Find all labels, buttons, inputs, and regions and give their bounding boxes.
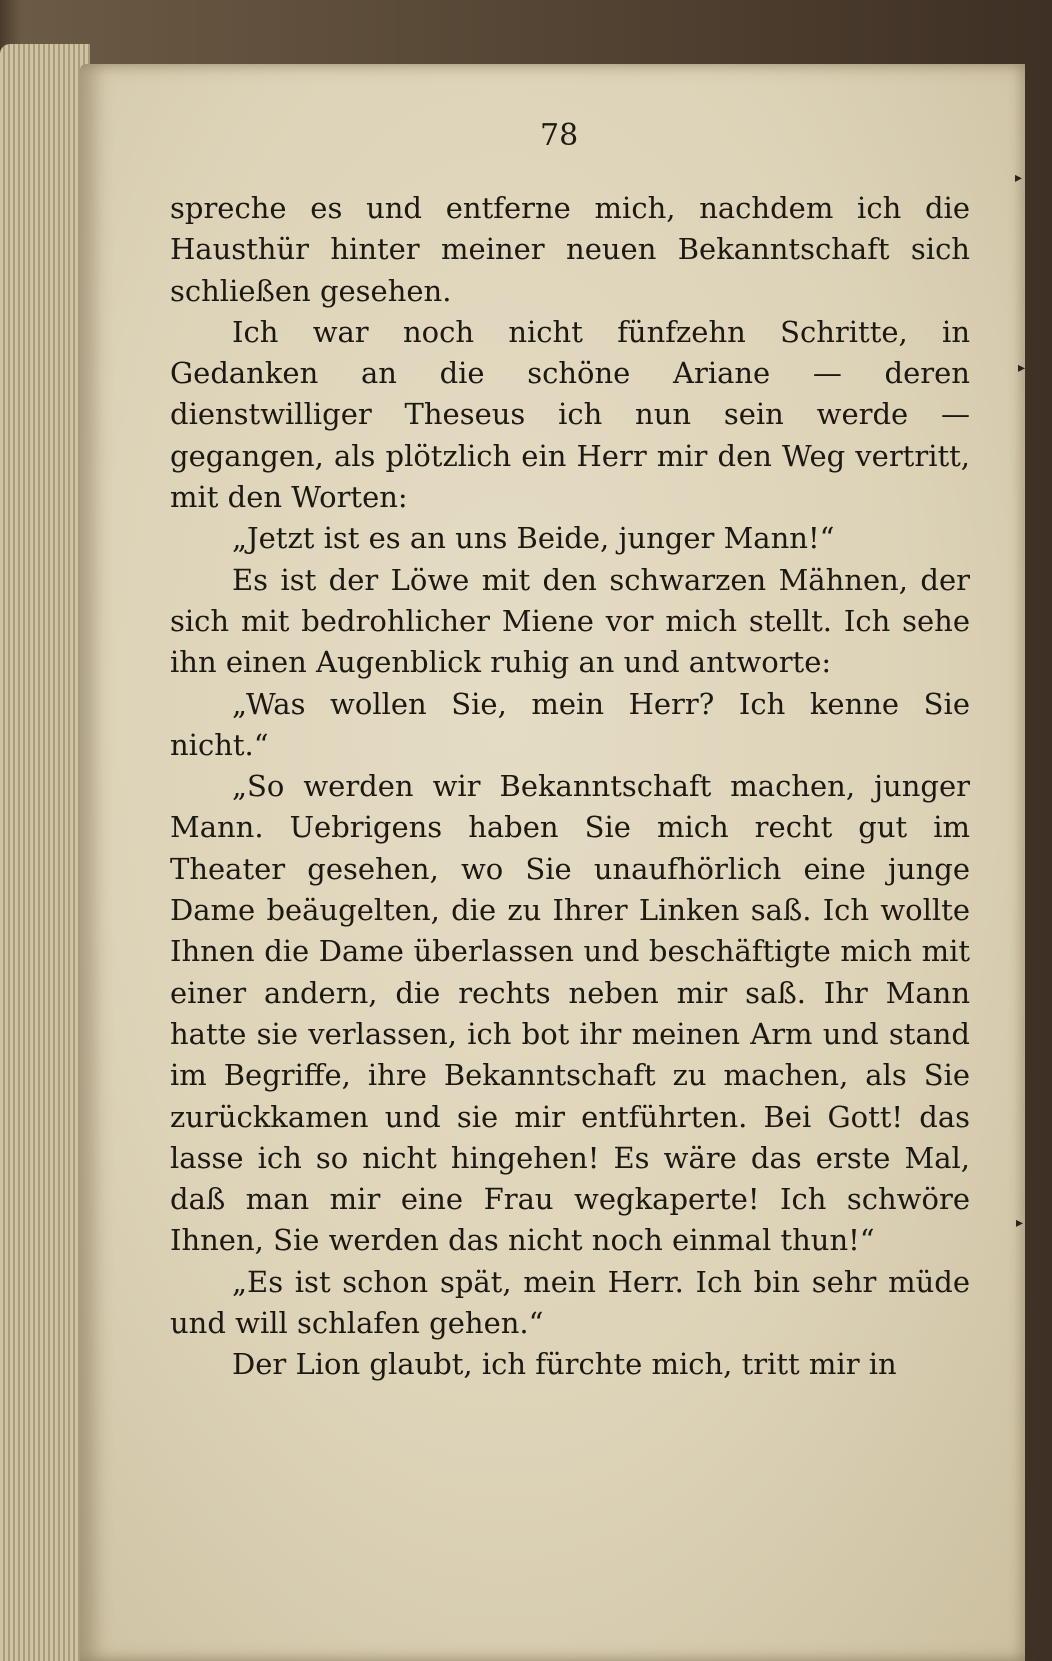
- margin-mark-icon: ▸: [1016, 1215, 1024, 1231]
- paragraph-3: „Jetzt ist es an uns Beide, junger Mann!“: [232, 521, 835, 556]
- margin-mark-icon: ▸: [1018, 360, 1026, 376]
- paragraph-4: Es ist der Löwe mit den schwarzen Mähnen, der sich mit bedrohlicher Miene vor mich stellt. Ich sehe ihn einen Augenblick ruhig an und antworte:: [170, 562, 970, 680]
- paragraph-1: spreche es und entferne mich, nachdem ich die Hausthür hinter meiner neuen Bekanntschaft sich schließen gesehen.: [170, 191, 970, 308]
- paragraph-5: „Was wollen Sie, mein Herr? Ich kenne Sie nicht.“: [170, 686, 970, 762]
- paragraph-2: Ich war noch nicht fünfzehn Schritte, in Gedanken an die schöne Ariane — deren dienstwilliger Theseus ich nun sein werde — gegangen, als plötzlich ein Herr mir den Weg vertritt, mit den Worten:: [170, 314, 970, 515]
- page-edges: [0, 44, 90, 1661]
- paragraph-8: Der Lion glaubt, ich fürchte mich, tritt mir in: [232, 1347, 897, 1382]
- page-number: 78: [540, 118, 579, 153]
- margin-mark-icon: ▸: [1015, 170, 1023, 186]
- page-text: [170, 188, 970, 1386]
- paragraph-7: „Es ist schon spät, mein Herr. Ich bin sehr müde und will schlafen gehen.“: [170, 1264, 970, 1341]
- paragraph-6: „So werden wir Bekanntschaft machen, junger Mann. Uebrigens haben Sie mich recht gut im Theater gesehen, wo Sie unaufhörlich eine junge Dame beäugelten, die zu Ihrer Linken saß. Ich wollte Ihnen die Dame überlassen und beschäftigte mich mit einer andern, die rechts neben mir saß. Ihr Mann hatte sie verlassen, ich bot ihr meinen Arm und stand im Begriffe, ihre Bekanntschaft zu machen, als Sie zurückkamen und sie mir entführten. Bei Gott! das lasse ich so nicht hingehen! Es wäre das erste Mal, daß man mir eine Frau wegkaperte! Ich schwöre Ihnen, Sie werden das nicht noch einmal thun!“: [170, 769, 970, 1258]
